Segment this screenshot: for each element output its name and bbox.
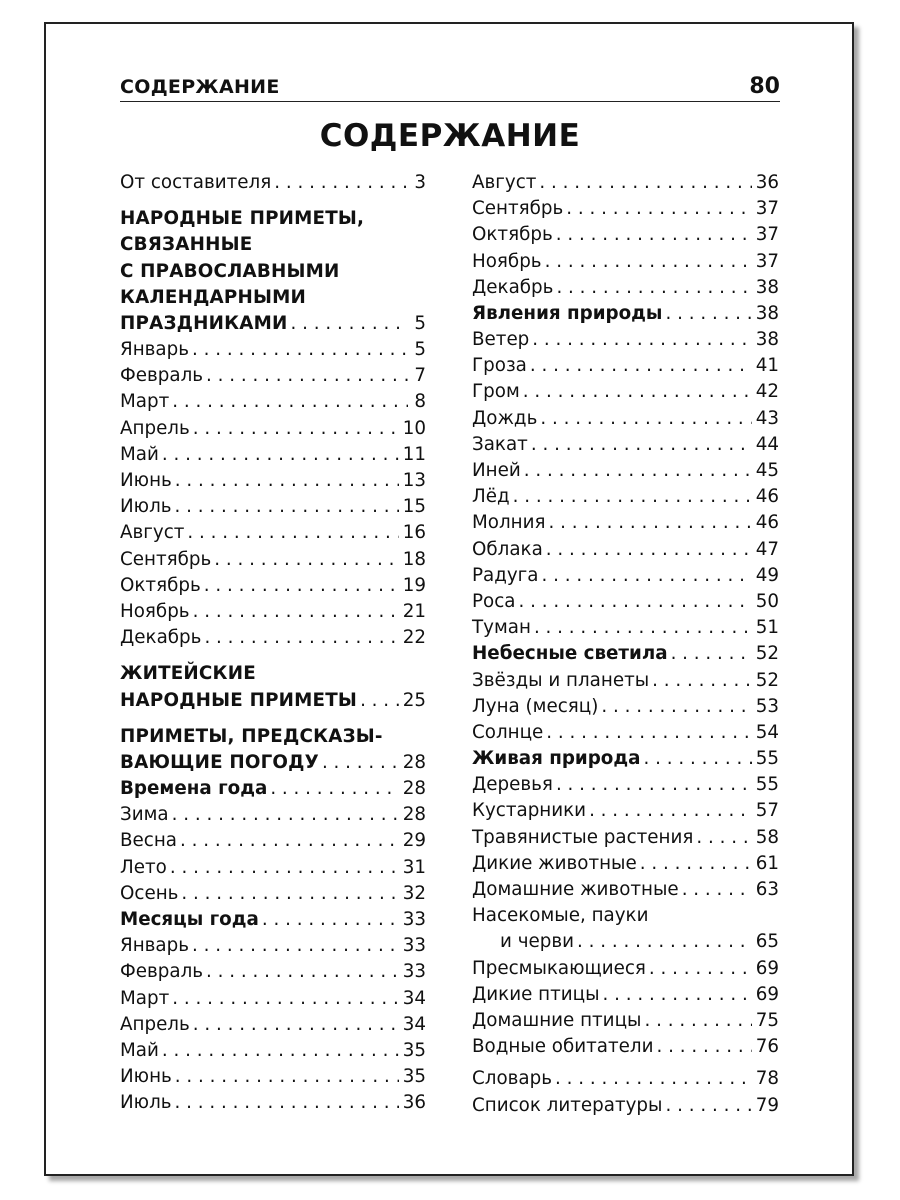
toc-entry[interactable] bbox=[472, 929, 779, 955]
toc-entry-title: Дикие птицы bbox=[472, 983, 600, 1005]
toc-entry-page: 53 bbox=[755, 695, 779, 717]
wildlife-items-2 bbox=[472, 956, 779, 1061]
toc-entry-title: Осень bbox=[120, 882, 179, 904]
toc-entry-title: Небесные светила bbox=[472, 643, 668, 665]
toc-entry[interactable] bbox=[120, 959, 426, 985]
toc-subsection-entry[interactable] bbox=[472, 301, 779, 327]
header-rule bbox=[120, 101, 780, 102]
appendix-items bbox=[472, 1066, 779, 1118]
toc-entry-page: 69 bbox=[755, 957, 779, 979]
toc-entry-page: 35 bbox=[402, 1066, 426, 1088]
toc-entry-page: 69 bbox=[755, 983, 779, 1005]
toc-entry-title: Домашние птицы bbox=[472, 1009, 642, 1031]
toc-entry[interactable] bbox=[120, 337, 426, 363]
toc-entry-page: 18 bbox=[402, 548, 426, 570]
toc-entry[interactable] bbox=[472, 1034, 779, 1060]
toc-entry[interactable] bbox=[472, 327, 779, 353]
toc-entry-page: 58 bbox=[755, 826, 779, 848]
toc-entry-title: Закат bbox=[472, 433, 528, 455]
toc-entry[interactable] bbox=[120, 1064, 426, 1090]
toc-entry-title: Кустарники bbox=[472, 800, 587, 822]
toc-entry-title: Молния bbox=[472, 512, 546, 534]
toc-entry-title: Июль bbox=[120, 496, 172, 518]
toc-entry[interactable] bbox=[472, 1066, 779, 1092]
toc-entry-page: 61 bbox=[755, 852, 779, 874]
toc-entry[interactable] bbox=[120, 599, 426, 625]
toc-entry-title: Ноябрь bbox=[472, 250, 542, 272]
toc-entry[interactable] bbox=[120, 881, 426, 907]
toc-entry-page: 65 bbox=[755, 931, 779, 953]
toc-entry-title: Гром bbox=[472, 381, 520, 403]
toc-section-entry[interactable] bbox=[120, 750, 426, 776]
toc-entry-page: 8 bbox=[414, 391, 426, 413]
toc-entry-title: Туман bbox=[472, 617, 531, 639]
toc-entry[interactable] bbox=[472, 353, 779, 379]
toc-entry-page: 49 bbox=[755, 564, 779, 586]
toc-subsection-entry[interactable] bbox=[120, 776, 426, 802]
toc-entry-title: Радуга bbox=[472, 564, 539, 586]
toc-entry[interactable] bbox=[472, 720, 779, 746]
toc-entry[interactable] bbox=[472, 799, 779, 825]
toc-entry[interactable] bbox=[120, 933, 426, 959]
toc-entry-title: Октябрь bbox=[120, 574, 201, 596]
toc-entry[interactable] bbox=[472, 877, 779, 903]
toc-entry-page: 37 bbox=[755, 224, 779, 246]
toc-entry-page: 34 bbox=[402, 987, 426, 1009]
toc-entry[interactable] bbox=[120, 170, 426, 196]
toc-entry-title: Лёд bbox=[472, 486, 510, 508]
toc-entry-page: 31 bbox=[402, 856, 426, 878]
toc-entry[interactable] bbox=[120, 520, 426, 546]
toc-entry-title: Солнце bbox=[472, 721, 544, 743]
toc-entry-page: 38 bbox=[755, 329, 779, 351]
toc-entry-title: Декабрь bbox=[120, 627, 202, 649]
toc-entry[interactable] bbox=[120, 468, 426, 494]
toc-entry-title: Роса bbox=[472, 590, 516, 612]
toc-entry[interactable] bbox=[472, 510, 779, 536]
toc-entry-page: 28 bbox=[402, 751, 426, 773]
toc-entry-page: 36 bbox=[402, 1092, 426, 1114]
toc-entry-title: и черви bbox=[500, 931, 574, 953]
toc-entry[interactable] bbox=[472, 275, 779, 301]
toc-entry[interactable] bbox=[472, 589, 779, 615]
toc-entry-title: Звёзды и планеты bbox=[472, 669, 650, 691]
toc-entry[interactable] bbox=[120, 986, 426, 1012]
toc-entry-title: Травянистые растения bbox=[472, 826, 694, 848]
toc-entry[interactable] bbox=[120, 1090, 426, 1116]
toc-entry-page: 33 bbox=[402, 961, 426, 983]
toc-entry-title: Гроза bbox=[472, 355, 527, 377]
toc-entry[interactable] bbox=[120, 802, 426, 828]
toc-section-entry[interactable] bbox=[120, 688, 426, 714]
toc-entry[interactable] bbox=[472, 196, 779, 222]
toc-entry[interactable] bbox=[120, 1038, 426, 1064]
toc-entry-title: Ветер bbox=[472, 329, 530, 351]
toc-entry-title: Водные обитатели bbox=[472, 1036, 654, 1058]
toc-entry-page: 13 bbox=[402, 470, 426, 492]
toc-entry-page: 25 bbox=[402, 689, 426, 711]
months-items bbox=[120, 933, 426, 1116]
toc-entry-page: 36 bbox=[755, 171, 779, 193]
toc-entry-title: Облака bbox=[472, 538, 543, 560]
toc-entry-page: 41 bbox=[755, 355, 779, 377]
toc-entry-page: 51 bbox=[755, 617, 779, 639]
toc-entry-title: Апрель bbox=[120, 417, 190, 439]
toc-entry-page: 50 bbox=[755, 590, 779, 612]
toc-entry-page: 63 bbox=[755, 879, 779, 901]
toc-entry-title-line: Насекомые, пауки bbox=[472, 905, 649, 927]
toc-entry-title: Январь bbox=[120, 935, 190, 957]
toc-entry-title: Май bbox=[120, 1039, 159, 1061]
toc-entry-page: 33 bbox=[402, 935, 426, 957]
toc-entry[interactable] bbox=[472, 982, 779, 1008]
toc-subsection-entry[interactable] bbox=[472, 746, 779, 772]
toc-entry-page: 76 bbox=[755, 1036, 779, 1058]
section-heading-line: НАРОДНЫЕ ПРИМЕТЫ, bbox=[120, 208, 365, 230]
toc-subsection-entry[interactable] bbox=[472, 641, 779, 667]
toc-entry[interactable] bbox=[472, 406, 779, 432]
toc-entry-page: 75 bbox=[755, 1009, 779, 1031]
toc-entry-page: 19 bbox=[402, 574, 426, 596]
toc-entry[interactable] bbox=[120, 625, 426, 651]
toc-entry-title: Январь bbox=[120, 339, 190, 361]
running-title: СОДЕРЖАНИЕ bbox=[120, 76, 280, 98]
toc-entry-title: Явления природы bbox=[472, 302, 663, 324]
toc-entry-title: Ноябрь bbox=[120, 600, 190, 622]
toc-entry[interactable] bbox=[472, 432, 779, 458]
toc-entry[interactable] bbox=[472, 851, 779, 877]
toc-entry-title: Лето bbox=[120, 856, 167, 878]
toc-right-column bbox=[472, 170, 779, 1119]
toc-entry[interactable] bbox=[472, 1093, 779, 1119]
toc-entry-page: 21 bbox=[402, 600, 426, 622]
toc-entry[interactable] bbox=[472, 825, 779, 851]
toc-entry-title: Март bbox=[120, 391, 170, 413]
toc-entry[interactable] bbox=[120, 494, 426, 520]
toc-subsection-entry[interactable] bbox=[120, 907, 426, 933]
section-heading-line: ЖИТЕЙСКИЕ bbox=[120, 663, 256, 685]
toc-entry[interactable] bbox=[472, 694, 779, 720]
toc-entry-page: 7 bbox=[414, 365, 426, 387]
toc-left-column bbox=[120, 170, 426, 1117]
toc-entry[interactable] bbox=[472, 484, 779, 510]
toc-entry-page: 78 bbox=[755, 1068, 779, 1090]
toc-entry-page: 28 bbox=[402, 778, 426, 800]
toc-entry-page: 22 bbox=[402, 627, 426, 649]
toc-entry[interactable] bbox=[472, 772, 779, 798]
toc-entry-title: Зима bbox=[120, 804, 169, 826]
toc-entry[interactable] bbox=[472, 615, 779, 641]
toc-entry[interactable] bbox=[120, 1012, 426, 1038]
toc-entry-page: 15 bbox=[402, 496, 426, 518]
toc-entry-page: 45 bbox=[755, 460, 779, 482]
toc-entry-title: Февраль bbox=[120, 365, 204, 387]
section-heading-line: КАЛЕНДАРНЫМИ bbox=[120, 286, 307, 308]
toc-entry-page: 3 bbox=[414, 171, 426, 193]
page-number: 80 bbox=[749, 74, 780, 99]
celestial-items bbox=[472, 668, 779, 747]
toc-entry-title: ВАЮЩИЕ ПОГОДУ bbox=[120, 751, 319, 773]
toc-entry[interactable] bbox=[120, 363, 426, 389]
toc-entry-page: 37 bbox=[755, 198, 779, 220]
toc-entry-page: 54 bbox=[755, 721, 779, 743]
page-title: СОДЕРЖАНИЕ bbox=[319, 118, 581, 154]
toc-entry-title: Сентябрь bbox=[120, 548, 212, 570]
toc-entry[interactable] bbox=[472, 170, 779, 196]
toc-entry-title: Весна bbox=[120, 830, 177, 852]
running-header bbox=[120, 74, 780, 99]
toc-entry-page: 47 bbox=[755, 538, 779, 560]
toc-entry-page: 79 bbox=[755, 1094, 779, 1116]
toc-entry-page: 52 bbox=[755, 643, 779, 665]
toc-entry-page: 42 bbox=[755, 381, 779, 403]
toc-entry-title: Сентябрь bbox=[472, 198, 564, 220]
section1-items bbox=[120, 337, 426, 651]
toc-entry-title: Дождь bbox=[472, 407, 538, 429]
toc-entry-page: 44 bbox=[755, 433, 779, 455]
toc-entry-title: ПРАЗДНИКАМИ bbox=[120, 312, 288, 334]
wildlife-items bbox=[472, 772, 779, 903]
seasons-items bbox=[120, 802, 426, 907]
toc-entry-page: 52 bbox=[755, 669, 779, 691]
toc-entry[interactable] bbox=[472, 563, 779, 589]
toc-entry[interactable] bbox=[120, 547, 426, 573]
toc-entry-title: Июнь bbox=[120, 470, 172, 492]
toc-entry-title: Август bbox=[120, 522, 185, 544]
toc-entry[interactable] bbox=[120, 573, 426, 599]
toc-entry-title: Луна (месяц) bbox=[472, 695, 599, 717]
section-heading-line: С ПРАВОСЛАВНЫМИ bbox=[120, 260, 340, 282]
toc-entry-page: 5 bbox=[414, 339, 426, 361]
toc-entry-title: Август bbox=[472, 171, 537, 193]
toc-entry-title: Июль bbox=[120, 1092, 172, 1114]
toc-entry-page: 38 bbox=[755, 276, 779, 298]
toc-entry-title: Февраль bbox=[120, 961, 204, 983]
toc-entry-title: Месяцы года bbox=[120, 909, 259, 931]
toc-entry-title: Деревья bbox=[472, 774, 553, 796]
toc-entry-page: 11 bbox=[402, 443, 426, 465]
toc-entry[interactable] bbox=[120, 829, 426, 855]
section-heading-line: ПРИМЕТЫ, ПРЕДСКАЗЫ- bbox=[120, 725, 383, 747]
toc-entry-page: 29 bbox=[402, 830, 426, 852]
toc-entry-page: 38 bbox=[755, 302, 779, 324]
toc-entry-title: Живая природа bbox=[472, 748, 641, 770]
toc-entry-page: 35 bbox=[402, 1039, 426, 1061]
toc-entry-page: 43 bbox=[755, 407, 779, 429]
toc-entry-title: Домашние животные bbox=[472, 879, 679, 901]
months-continued-items bbox=[472, 170, 779, 301]
toc-entry-title: НАРОДНЫЕ ПРИМЕТЫ bbox=[120, 689, 358, 711]
toc-entry-title: Словарь bbox=[472, 1068, 552, 1090]
toc-entry-title: Список литературы bbox=[472, 1094, 663, 1116]
toc-entry-page: 5 bbox=[414, 312, 426, 334]
toc-entry-title: От составителя bbox=[120, 171, 272, 193]
toc-entry-page: 34 bbox=[402, 1013, 426, 1035]
toc-entry[interactable] bbox=[120, 855, 426, 881]
toc-entry[interactable] bbox=[472, 222, 779, 248]
toc-entry-page: 37 bbox=[755, 250, 779, 272]
toc-entry-title: Май bbox=[120, 443, 159, 465]
toc-entry-title: Иней bbox=[472, 460, 521, 482]
toc-entry[interactable] bbox=[120, 416, 426, 442]
toc-entry-title: Март bbox=[120, 987, 170, 1009]
toc-entry-page: 32 bbox=[402, 882, 426, 904]
toc-entry-title: Июнь bbox=[120, 1066, 172, 1088]
toc-entry-title: Дикие животные bbox=[472, 852, 637, 874]
toc-entry-page: 55 bbox=[755, 774, 779, 796]
toc-entry-title: Пресмыкающиеся bbox=[472, 957, 646, 979]
phenomena-items bbox=[472, 327, 779, 641]
toc-entry-title: Апрель bbox=[120, 1013, 190, 1035]
toc-entry-page: 10 bbox=[402, 417, 426, 439]
toc-section-entry[interactable] bbox=[120, 311, 426, 337]
toc-entry-page: 46 bbox=[755, 486, 779, 508]
toc-entry-page: 33 bbox=[402, 909, 426, 931]
toc-entry[interactable] bbox=[472, 668, 779, 694]
toc-entry-page: 28 bbox=[402, 804, 426, 826]
toc-entry[interactable] bbox=[120, 390, 426, 416]
toc-entry-page: 46 bbox=[755, 512, 779, 534]
toc-entry-page: 16 bbox=[402, 522, 426, 544]
toc-entry-page: 57 bbox=[755, 800, 779, 822]
toc-entry[interactable] bbox=[472, 380, 779, 406]
toc-entry[interactable] bbox=[120, 442, 426, 468]
toc-entry[interactable] bbox=[472, 1008, 779, 1034]
toc-entry-title: Времена года bbox=[120, 778, 268, 800]
section-heading-line: СВЯЗАННЫЕ bbox=[120, 234, 253, 256]
toc-entry[interactable] bbox=[472, 956, 779, 982]
toc-entry[interactable] bbox=[472, 249, 779, 275]
toc-entry[interactable] bbox=[472, 458, 779, 484]
toc-entry-page: 55 bbox=[755, 748, 779, 770]
toc-entry[interactable] bbox=[472, 537, 779, 563]
toc-entry-title: Октябрь bbox=[472, 224, 553, 246]
toc-entry-title: Декабрь bbox=[472, 276, 554, 298]
